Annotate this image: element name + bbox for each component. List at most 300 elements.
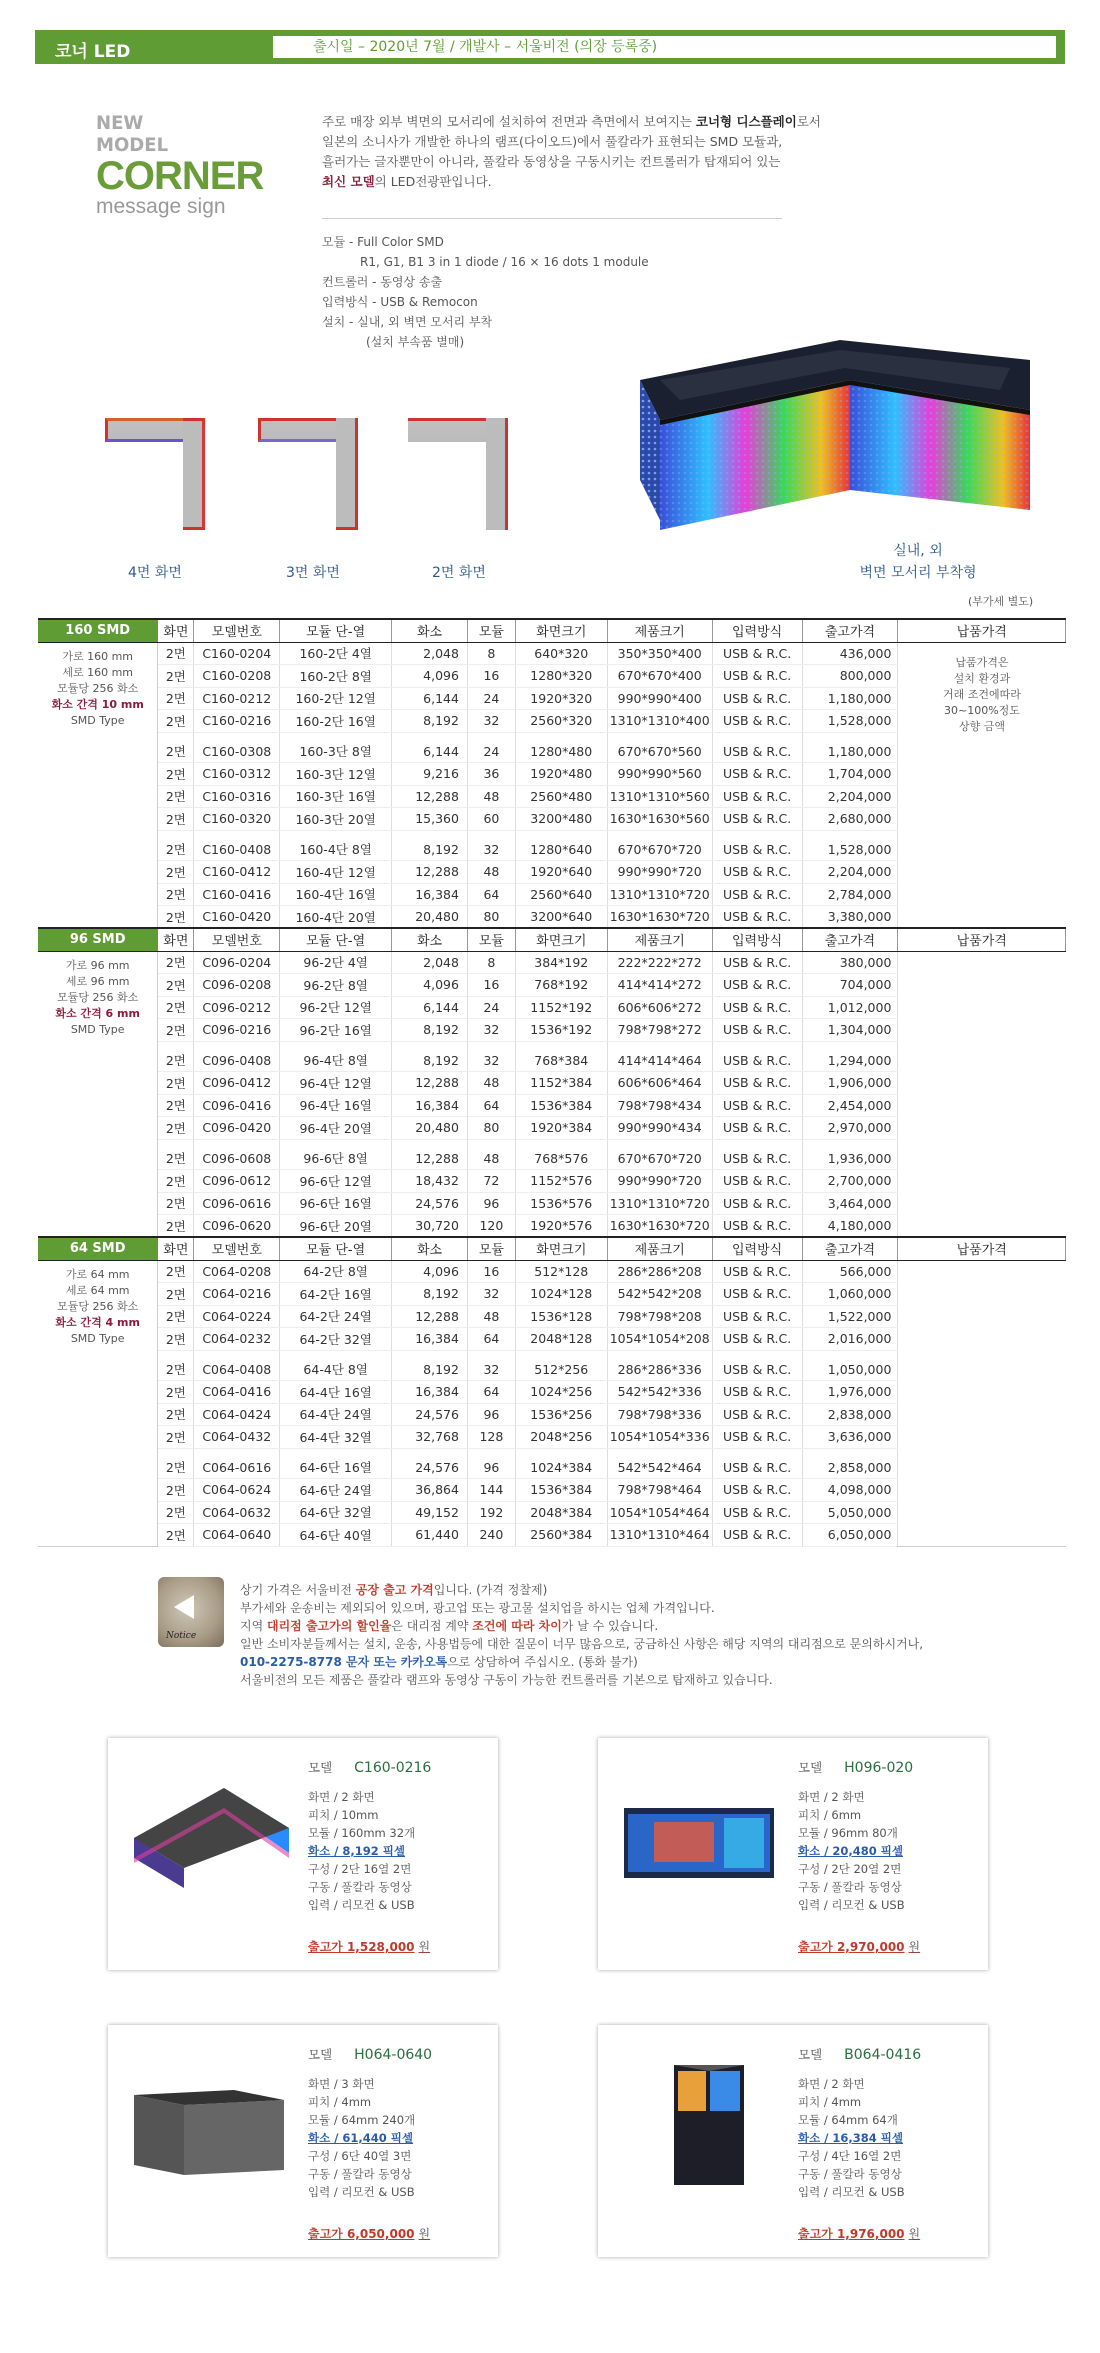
- table-cell: 30,720: [392, 1215, 468, 1238]
- notice-l3c: 은 대리점 계약: [391, 1619, 473, 1633]
- table-cell: 240: [467, 1524, 515, 1547]
- table-cell: USB & R.C.: [712, 1019, 802, 1042]
- table-cell: 2,016,000: [802, 1328, 898, 1351]
- table-cell: 768*576: [515, 1147, 607, 1170]
- logo-line3: message sign: [96, 195, 226, 218]
- table-cell: 1920*320: [515, 687, 607, 710]
- table-cell: C096-0612: [194, 1170, 280, 1193]
- table-cell: 1024*256: [515, 1381, 607, 1404]
- table-cell: 2560*384: [515, 1524, 607, 1547]
- table-cell: C160-0308: [194, 740, 280, 763]
- table-cell: 1536*576: [515, 1192, 607, 1215]
- card-specs: [308, 2075, 415, 2201]
- table-cell: 1024*128: [515, 1283, 607, 1306]
- table-header-row: [38, 1237, 1066, 1260]
- spec-line: 화면 / 2 화면: [308, 1790, 375, 1804]
- price-table: [38, 618, 1066, 1547]
- table-cell: 2면: [158, 906, 194, 929]
- column-header: 출고가격: [802, 619, 898, 642]
- notice-l1b: 공장 출고 가격: [355, 1583, 434, 1597]
- table-cell: 2면: [158, 1117, 194, 1140]
- table-cell: 286*286*208: [607, 1260, 712, 1283]
- table-cell: C160-0208: [194, 665, 280, 688]
- card-specs: [798, 1788, 905, 1914]
- intro-p3: 흘러가는 글자뿐만이 아니라, 풀칼라 동영상을 구동시키는 컨트롤러가 탑재되어 있는: [322, 154, 781, 169]
- column-header: 모듈 단-열: [280, 1237, 392, 1260]
- spec-line: 구성 / 2단 16열 2면: [308, 1862, 412, 1876]
- table-cell: C064-0416: [194, 1381, 280, 1404]
- table-cell: 2560*640: [515, 883, 607, 906]
- table-cell: 1,906,000: [802, 1072, 898, 1095]
- table-cell: C096-0616: [194, 1192, 280, 1215]
- table-cell: 1536*256: [515, 1403, 607, 1426]
- section-spec-line: 모듈당 256 화소: [57, 990, 139, 1004]
- column-header: 입력방식: [712, 619, 802, 642]
- table-cell: 380,000: [802, 951, 898, 974]
- spec-line: 구동 / 풀칼라 동영상: [798, 2167, 902, 2181]
- table-cell: 2면: [158, 1524, 194, 1547]
- notice-contact: 010-2275-8778 문자 또는 카카오톡: [240, 1655, 448, 1669]
- table-cell: 2면: [158, 1049, 194, 1072]
- product-card-c160-0216[interactable]: [108, 1738, 498, 1970]
- table-cell: USB & R.C.: [712, 1049, 802, 1072]
- spec-line: 화면 / 3 화면: [308, 2077, 375, 2091]
- table-cell: USB & R.C.: [712, 1479, 802, 1502]
- column-header: 화면크기: [515, 1237, 607, 1260]
- table-cell: 96-2단 4열: [280, 951, 392, 974]
- table-cell: 1310*1310*464: [607, 1524, 712, 1547]
- table-cell: USB & R.C.: [712, 642, 802, 665]
- intro-text: [322, 112, 862, 192]
- table-cell: C064-0632: [194, 1501, 280, 1524]
- table-cell: 1630*1630*720: [607, 1215, 712, 1238]
- table-cell: 160-4단 20열: [280, 906, 392, 929]
- table-cell: 1630*1630*560: [607, 808, 712, 831]
- table-cell: 12,288: [392, 1305, 468, 1328]
- table-cell: 2면: [158, 1094, 194, 1117]
- table-cell: 2면: [158, 861, 194, 884]
- spec-line: 모듈 / 64mm 64개: [798, 2113, 898, 2127]
- table-cell: 798*798*434: [607, 1094, 712, 1117]
- table-cell: 64-6단 40열: [280, 1524, 392, 1547]
- table-cell: C064-0616: [194, 1456, 280, 1479]
- column-header: 화면크기: [515, 928, 607, 951]
- section-spec-line: SMD Type: [70, 713, 125, 727]
- intro-p4a: 최신 모델: [322, 174, 375, 189]
- product-card-h064-0640[interactable]: [108, 2025, 498, 2257]
- card-price: 출고가 6,050,000 원: [308, 2227, 431, 2241]
- notice-l3a: 지역: [240, 1619, 267, 1633]
- table-cell: 1310*1310*400: [607, 710, 712, 733]
- table-cell: 2면: [158, 740, 194, 763]
- table-cell: 5,050,000: [802, 1501, 898, 1524]
- card-price: 출고가 1,976,000 원: [798, 2227, 921, 2241]
- delivery-note-line: 설치 환경과: [953, 671, 1011, 685]
- column-header: 모듈: [467, 928, 515, 951]
- table-cell: C064-0208: [194, 1260, 280, 1283]
- section-label: 64 SMD: [38, 1237, 158, 1260]
- table-cell: 12,288: [392, 1072, 468, 1095]
- table-cell: 414*414*464: [607, 1049, 712, 1072]
- table-cell: 64-2단 24열: [280, 1305, 392, 1328]
- table-cell: 1,050,000: [802, 1358, 898, 1381]
- logo-line1: NEW MODEL: [96, 112, 169, 156]
- table-cell: 36: [467, 763, 515, 786]
- table-cell: USB & R.C.: [712, 687, 802, 710]
- table-cell: 384*192: [515, 951, 607, 974]
- corner-led-photo: [640, 320, 1030, 540]
- table-cell: 4,180,000: [802, 1215, 898, 1238]
- table-cell: 12,288: [392, 861, 468, 884]
- column-header: 납품가격: [898, 1237, 1066, 1260]
- table-cell: 24: [467, 996, 515, 1019]
- table-cell: 2면: [158, 1403, 194, 1426]
- table-cell: 32: [467, 710, 515, 733]
- table-cell: 160-2단 4열: [280, 642, 392, 665]
- column-header: 제품크기: [607, 928, 712, 951]
- notice-l2: 부가세와 운송비는 제외되어 있으며, 광고업 또는 광고물 설치업을 하시는 업체 가격입니다.: [240, 1601, 715, 1615]
- table-cell: 64-4단 16열: [280, 1381, 392, 1404]
- table-cell: 1,528,000: [802, 838, 898, 861]
- table-cell: 1280*320: [515, 665, 607, 688]
- table-cell: 1152*576: [515, 1170, 607, 1193]
- table-cell: 32: [467, 1049, 515, 1072]
- table-cell: USB & R.C.: [712, 808, 802, 831]
- table-cell: USB & R.C.: [712, 1426, 802, 1449]
- table-cell: 542*542*336: [607, 1381, 712, 1404]
- table-cell: USB & R.C.: [712, 1283, 802, 1306]
- table-cell: 160-2단 12열: [280, 687, 392, 710]
- table-cell: 286*286*336: [607, 1358, 712, 1381]
- section-spec-line: 가로 64 mm: [65, 1267, 130, 1281]
- pixel-count: 화소 / 61,440 픽셀: [308, 2131, 414, 2145]
- table-cell: 2면: [158, 1192, 194, 1215]
- notice-l1a: 상기 가격은 서울비전: [240, 1583, 356, 1597]
- notice-l4: 일반 소비자분들께서는 설치, 운송, 사용법등에 대한 질문이 너무 많음으로, 궁금하신 사항은 해당 지역의 대리점으로 문의하시거나,: [240, 1637, 924, 1651]
- table-cell: 2면: [158, 785, 194, 808]
- table-cell: 798*798*208: [607, 1305, 712, 1328]
- table-cell: 2면: [158, 763, 194, 786]
- table-cell: C096-0412: [194, 1072, 280, 1095]
- vat-note: (부가세 별도): [968, 595, 1034, 608]
- table-cell: 1280*640: [515, 838, 607, 861]
- table-cell: 4,096: [392, 1260, 468, 1283]
- section-spec-line: SMD Type: [70, 1022, 125, 1036]
- table-cell: 8,192: [392, 710, 468, 733]
- table-cell: 3,380,000: [802, 906, 898, 929]
- section-spec: [38, 1260, 158, 1546]
- table-cell: USB & R.C.: [712, 1170, 802, 1193]
- column-header: 모듈: [467, 1237, 515, 1260]
- table-cell: 2면: [158, 1479, 194, 1502]
- table-cell: 32,768: [392, 1426, 468, 1449]
- table-cell: USB & R.C.: [712, 1358, 802, 1381]
- column-header: 모델번호: [194, 928, 280, 951]
- table-cell: 1,180,000: [802, 740, 898, 763]
- section-label: 96 SMD: [38, 928, 158, 951]
- table-cell: 798*798*336: [607, 1403, 712, 1426]
- table-cell: 8: [467, 642, 515, 665]
- table-cell: 32: [467, 838, 515, 861]
- notice-l1c: 입니다. (가격 정찰제): [433, 1583, 548, 1597]
- table-cell: C064-0624: [194, 1479, 280, 1502]
- table-cell: 2,204,000: [802, 861, 898, 884]
- table-cell: 1310*1310*560: [607, 785, 712, 808]
- table-cell: C096-0416: [194, 1094, 280, 1117]
- divider: [322, 218, 782, 219]
- pixel-count: 화소 / 16,384 픽셀: [798, 2131, 904, 2145]
- card-price: 출고가 2,970,000 원: [798, 1940, 921, 1954]
- section-spec-line: SMD Type: [70, 1331, 125, 1345]
- table-cell: USB & R.C.: [712, 861, 802, 884]
- table-cell: 48: [467, 861, 515, 884]
- table-cell: 1,522,000: [802, 1305, 898, 1328]
- table-cell: C064-0232: [194, 1328, 280, 1351]
- table-cell: 2면: [158, 1215, 194, 1238]
- table-cell: 64-6단 24열: [280, 1479, 392, 1502]
- table-cell: 60: [467, 808, 515, 831]
- table-cell: 2면: [158, 974, 194, 997]
- section-spec: [38, 951, 158, 1237]
- table-cell: 1024*384: [515, 1456, 607, 1479]
- table-cell: 80: [467, 1117, 515, 1140]
- card-specs: [308, 1788, 415, 1914]
- photo-caption: [828, 540, 1008, 584]
- table-cell: 16: [467, 1260, 515, 1283]
- table-cell: USB & R.C.: [712, 763, 802, 786]
- table-cell: 4,098,000: [802, 1479, 898, 1502]
- table-cell: 6,050,000: [802, 1524, 898, 1547]
- table-cell: USB & R.C.: [712, 1147, 802, 1170]
- table-cell: 160-4단 8열: [280, 838, 392, 861]
- section-spec-line: 세로 64 mm: [65, 1283, 130, 1297]
- table-cell: USB & R.C.: [712, 665, 802, 688]
- table-cell: 160-3단 8열: [280, 740, 392, 763]
- table-cell: 2면: [158, 1305, 194, 1328]
- notice-l3e: 가 날 수 있습니다.: [561, 1619, 659, 1633]
- table-cell: 18,432: [392, 1170, 468, 1193]
- column-header: 모듈: [467, 619, 515, 642]
- table-cell: 64-2단 8열: [280, 1260, 392, 1283]
- table-cell: 542*542*464: [607, 1456, 712, 1479]
- table-cell: 96-4단 16열: [280, 1094, 392, 1117]
- table-cell: 2면: [158, 1019, 194, 1042]
- spec-line: 입력 / 리모컨 & USB: [308, 2185, 415, 2199]
- intro-p4b: 의 LED전광판입니다.: [374, 174, 492, 189]
- table-cell: 1630*1630*720: [607, 906, 712, 929]
- delivery-note-line: 거래 조건에따라: [943, 687, 1021, 701]
- section-label: 160 SMD: [38, 619, 158, 642]
- column-header: 입력방식: [712, 928, 802, 951]
- table-cell: 670*670*400: [607, 665, 712, 688]
- table-cell: C064-0432: [194, 1426, 280, 1449]
- notice-l3d: 조건에 따라 차이: [472, 1619, 562, 1633]
- header-bar: [35, 30, 1065, 64]
- product-card-h096-020[interactable]: [598, 1738, 988, 1970]
- delivery-price-note: [898, 642, 1066, 928]
- table-cell: 36,864: [392, 1479, 468, 1502]
- card-model: 모델 H096-020: [798, 1760, 914, 1776]
- spec-line: 피치 / 10mm: [308, 1808, 379, 1822]
- product-image: [124, 1778, 294, 1898]
- table-cell: 96-6단 12열: [280, 1170, 392, 1193]
- table-cell: 72: [467, 1170, 515, 1193]
- table-cell: 640*320: [515, 642, 607, 665]
- table-cell: 798*798*464: [607, 1479, 712, 1502]
- table-cell: 436,000: [802, 642, 898, 665]
- table-cell: 64: [467, 1094, 515, 1117]
- corner-2face-label: 2면 화면: [432, 565, 486, 581]
- table-cell: C096-0608: [194, 1147, 280, 1170]
- spec-line: 입력 / 리모컨 & USB: [798, 1898, 905, 1912]
- table-cell: 6,144: [392, 687, 468, 710]
- table-cell: 542*542*208: [607, 1283, 712, 1306]
- table-cell: USB & R.C.: [712, 996, 802, 1019]
- column-header: 출고가격: [802, 928, 898, 951]
- table-cell: 990*990*400: [607, 687, 712, 710]
- table-cell: 1,304,000: [802, 1019, 898, 1042]
- table-cell: 1,704,000: [802, 763, 898, 786]
- table-cell: 120: [467, 1215, 515, 1238]
- intro-p1a: 주로 매장 외부 벽면의 모서리에 설치하여 전면과 측면에서 보여지는: [322, 114, 696, 129]
- table-cell: 2면: [158, 665, 194, 688]
- table-cell: USB & R.C.: [712, 883, 802, 906]
- spec-line: 모듈 / 64mm 240개: [308, 2113, 416, 2127]
- column-header: 모델번호: [194, 619, 280, 642]
- table-cell: C064-0424: [194, 1403, 280, 1426]
- intro-p2: 일본의 소니사가 개발한 하나의 램프(다이오드)에서 풀칼라가 표현되는 SMD 모듈과,: [322, 134, 783, 149]
- table-cell: 2면: [158, 838, 194, 861]
- spec-line: 구성 / 4단 16열 2면: [798, 2149, 902, 2163]
- table-cell: 96-6단 16열: [280, 1192, 392, 1215]
- photo-caption-line2: 벽면 모서리 부착형: [859, 565, 977, 581]
- product-image: [614, 1778, 784, 1898]
- table-cell: 24: [467, 687, 515, 710]
- table-cell: C160-0216: [194, 710, 280, 733]
- table-cell: 2,454,000: [802, 1094, 898, 1117]
- table-cell: 8,192: [392, 1283, 468, 1306]
- table-cell: 64-4단 32열: [280, 1426, 392, 1449]
- table-cell: USB & R.C.: [712, 1072, 802, 1095]
- column-header: 납품가격: [898, 928, 1066, 951]
- card-price: 출고가 1,528,000 원: [308, 1940, 431, 1954]
- table-cell: USB & R.C.: [712, 1524, 802, 1547]
- table-cell: 64-4단 8열: [280, 1358, 392, 1381]
- table-cell: C160-0204: [194, 642, 280, 665]
- table-cell: 2,680,000: [802, 808, 898, 831]
- section-spec-line: 모듈당 256 화소: [57, 1299, 139, 1313]
- table-cell: 1,528,000: [802, 710, 898, 733]
- table-cell: 1310*1310*720: [607, 1192, 712, 1215]
- table-cell: 160-3단 20열: [280, 808, 392, 831]
- product-card-b064-0416[interactable]: [598, 2025, 988, 2257]
- table-cell: 1,060,000: [802, 1283, 898, 1306]
- table-cell: C096-0620: [194, 1215, 280, 1238]
- table-cell: 768*192: [515, 974, 607, 997]
- notice-speaker-icon: [158, 1577, 224, 1647]
- table-cell: 4,096: [392, 974, 468, 997]
- table-cell: C064-0224: [194, 1305, 280, 1328]
- table-cell: 1054*1054*336: [607, 1426, 712, 1449]
- table-cell: 2면: [158, 883, 194, 906]
- table-cell: 2,204,000: [802, 785, 898, 808]
- table-cell: 8,192: [392, 1019, 468, 1042]
- table-cell: 512*128: [515, 1260, 607, 1283]
- table-cell: USB & R.C.: [712, 740, 802, 763]
- section-spec: [38, 642, 158, 928]
- card-model: 모델 C160-0216: [308, 1760, 432, 1776]
- table-cell: C160-0320: [194, 808, 280, 831]
- table-cell: 1536*192: [515, 1019, 607, 1042]
- table-cell: 48: [467, 1072, 515, 1095]
- spec-line: 입력 / 리모컨 & USB: [308, 1898, 415, 1912]
- table-header-row: [38, 619, 1066, 642]
- table-cell: 96: [467, 1403, 515, 1426]
- table-cell: 96-6단 8열: [280, 1147, 392, 1170]
- table-cell: 670*670*720: [607, 1147, 712, 1170]
- table-cell: 24: [467, 740, 515, 763]
- table-cell: 64: [467, 1381, 515, 1404]
- table-cell: 1,936,000: [802, 1147, 898, 1170]
- table-cell: 160-4단 12열: [280, 861, 392, 884]
- table-cell: 512*256: [515, 1358, 607, 1381]
- table-cell: C064-0408: [194, 1358, 280, 1381]
- table-cell: 16,384: [392, 1094, 468, 1117]
- notice-l3b: 대리점 출고가의 할인율: [267, 1619, 392, 1633]
- column-header: 모델번호: [194, 1237, 280, 1260]
- notice-l6: 서울비전의 모든 제품은 풀칼라 램프와 동영상 구동이 가능한 컨트롤러를 기본으로 탑재하고 있습니다.: [240, 1673, 773, 1687]
- table-cell: 990*990*720: [607, 861, 712, 884]
- section-spec-line: 가로 160 mm: [62, 649, 134, 663]
- table-cell: C160-0412: [194, 861, 280, 884]
- table-cell: 160-4단 16열: [280, 883, 392, 906]
- table-cell: 2면: [158, 1381, 194, 1404]
- table-cell: USB & R.C.: [712, 1094, 802, 1117]
- spec-5: 설치 - 실내, 외 벽면 모서리 부착: [322, 315, 493, 329]
- table-cell: 64: [467, 1328, 515, 1351]
- table-cell: 3,636,000: [802, 1426, 898, 1449]
- section-spec-line: 세로 160 mm: [62, 665, 134, 679]
- table-cell: 2면: [158, 642, 194, 665]
- table-cell: USB & R.C.: [712, 1260, 802, 1283]
- column-header: 모듈 단-열: [280, 928, 392, 951]
- table-cell: 990*990*560: [607, 763, 712, 786]
- table-cell: 24,576: [392, 1456, 468, 1479]
- release-info: 출시일 – 2020년 7월 / 개발사 – 서울비전 (의장 등록중): [273, 36, 1056, 58]
- column-header: 화면: [158, 619, 194, 642]
- section-spec-line: 화소 간격 10 mm: [51, 697, 144, 711]
- table-cell: 96-4단 20열: [280, 1117, 392, 1140]
- table-cell: 12,288: [392, 785, 468, 808]
- table-row: [38, 951, 1066, 974]
- table-cell: 80: [467, 906, 515, 929]
- spec-line: 구성 / 6단 40열 3면: [308, 2149, 412, 2163]
- table-cell: USB & R.C.: [712, 710, 802, 733]
- table-cell: 1,012,000: [802, 996, 898, 1019]
- table-cell: 2면: [158, 996, 194, 1019]
- table-cell: 2,858,000: [802, 1456, 898, 1479]
- intro-p1c: 로서: [796, 114, 821, 129]
- table-cell: 1054*1054*208: [607, 1328, 712, 1351]
- table-cell: 2면: [158, 1501, 194, 1524]
- table-cell: 160-2단 16열: [280, 710, 392, 733]
- table-cell: 2면: [158, 1358, 194, 1381]
- notice-text: [240, 1581, 1060, 1689]
- corner-logo: [96, 112, 264, 218]
- table-cell: 1920*640: [515, 861, 607, 884]
- card-model: 모델 B064-0416: [798, 2047, 922, 2063]
- table-cell: 32: [467, 1019, 515, 1042]
